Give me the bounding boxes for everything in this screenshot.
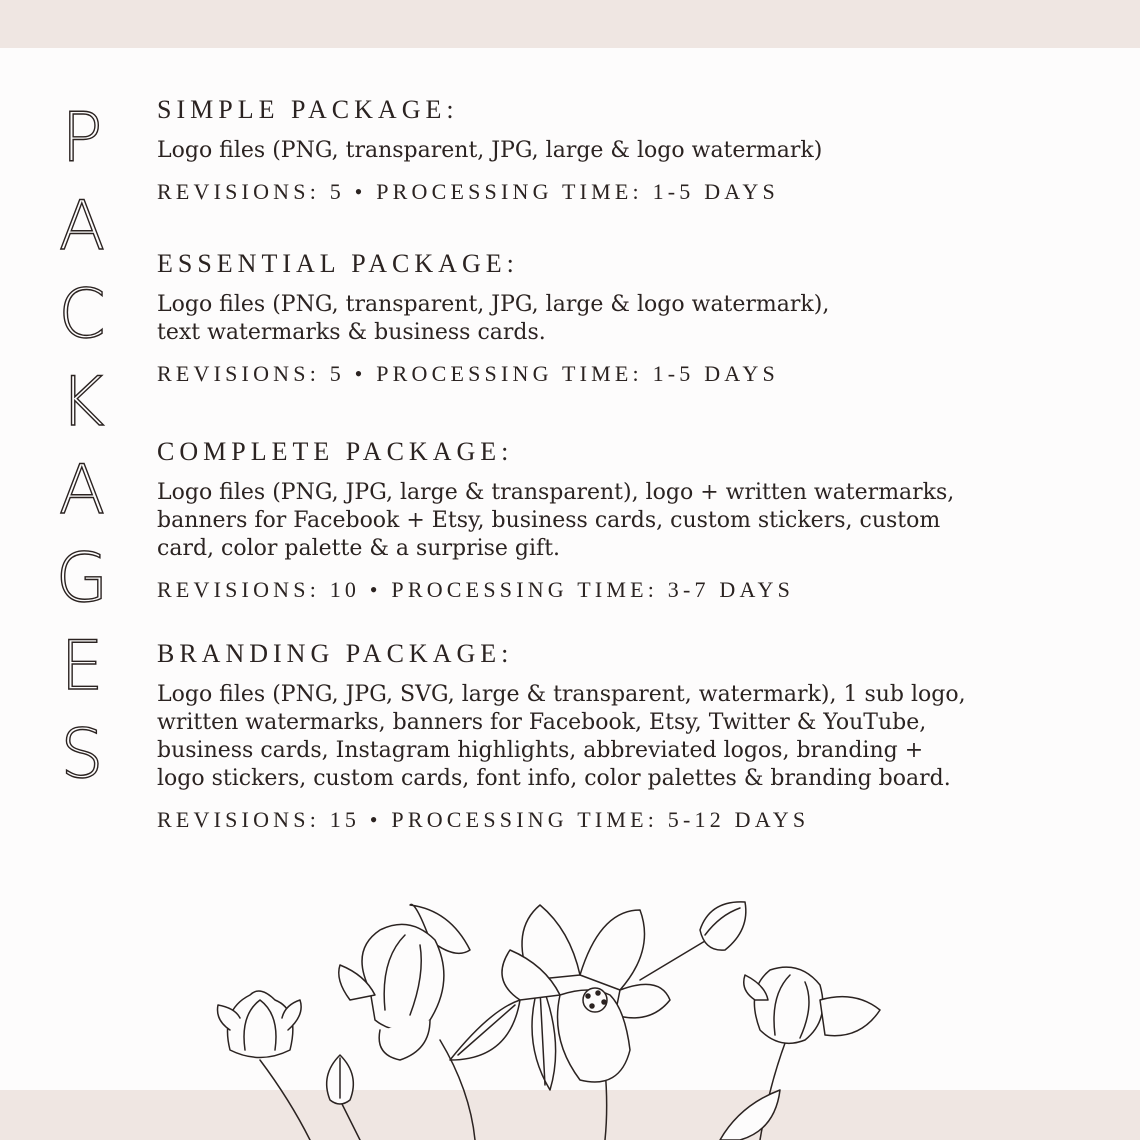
package-heading: COMPLETE PACKAGE: (157, 437, 514, 466)
title-letter: E (60, 627, 104, 706)
title-letter: S (60, 715, 104, 794)
package-complete (157, 437, 1097, 603)
title-letter: A (58, 451, 106, 530)
title-letter: A (58, 187, 106, 266)
package-description: Logo files (PNG, JPG, SVG, large & transparent, watermark), 1 sub logo, written watermarks, banners for Facebook, Etsy, Twitter & YouTube, business cards, Instagram highlights, abbreviated logos, branding + logo stickers, custom cards, font info, color palettes & branding board. (157, 682, 966, 791)
package-meta: REVISIONS: 5 • PROCESSING TIME: 1-5 DAYS (157, 361, 779, 386)
package-meta: REVISIONS: 10 • PROCESSING TIME: 3-7 DAYS (157, 577, 795, 602)
package-description: Logo files (PNG, JPG, large & transparent), logo + written watermarks, banners for Facebook + Etsy, business cards, custom stickers, custom card, color palette & a surprise gift. (157, 480, 955, 561)
package-simple (157, 95, 1097, 205)
package-meta: REVISIONS: 15 • PROCESSING TIME: 5-12 DAYS (157, 807, 810, 832)
package-heading: SIMPLE PACKAGE: (157, 95, 459, 124)
package-heading: BRANDING PACKAGE: (157, 639, 514, 668)
package-meta: REVISIONS: 5 • PROCESSING TIME: 1-5 DAYS (157, 179, 779, 204)
package-essential (157, 249, 1097, 387)
title-letter: C (58, 275, 106, 354)
title-letter: P (61, 99, 103, 178)
package-description: Logo files (PNG, transparent, JPG, large & logo watermark), text watermarks & business cards. (157, 292, 830, 345)
vertical-title-packages (52, 95, 112, 799)
title-letter: G (55, 539, 109, 618)
package-branding (157, 639, 1097, 833)
package-description: Logo files (PNG, transparent, JPG, large & logo watermark) (157, 138, 823, 163)
package-heading: ESSENTIAL PACKAGE: (157, 249, 519, 278)
top-band (0, 0, 1140, 48)
title-letter: K (59, 363, 105, 442)
magnolia-illustration (200, 890, 900, 1140)
